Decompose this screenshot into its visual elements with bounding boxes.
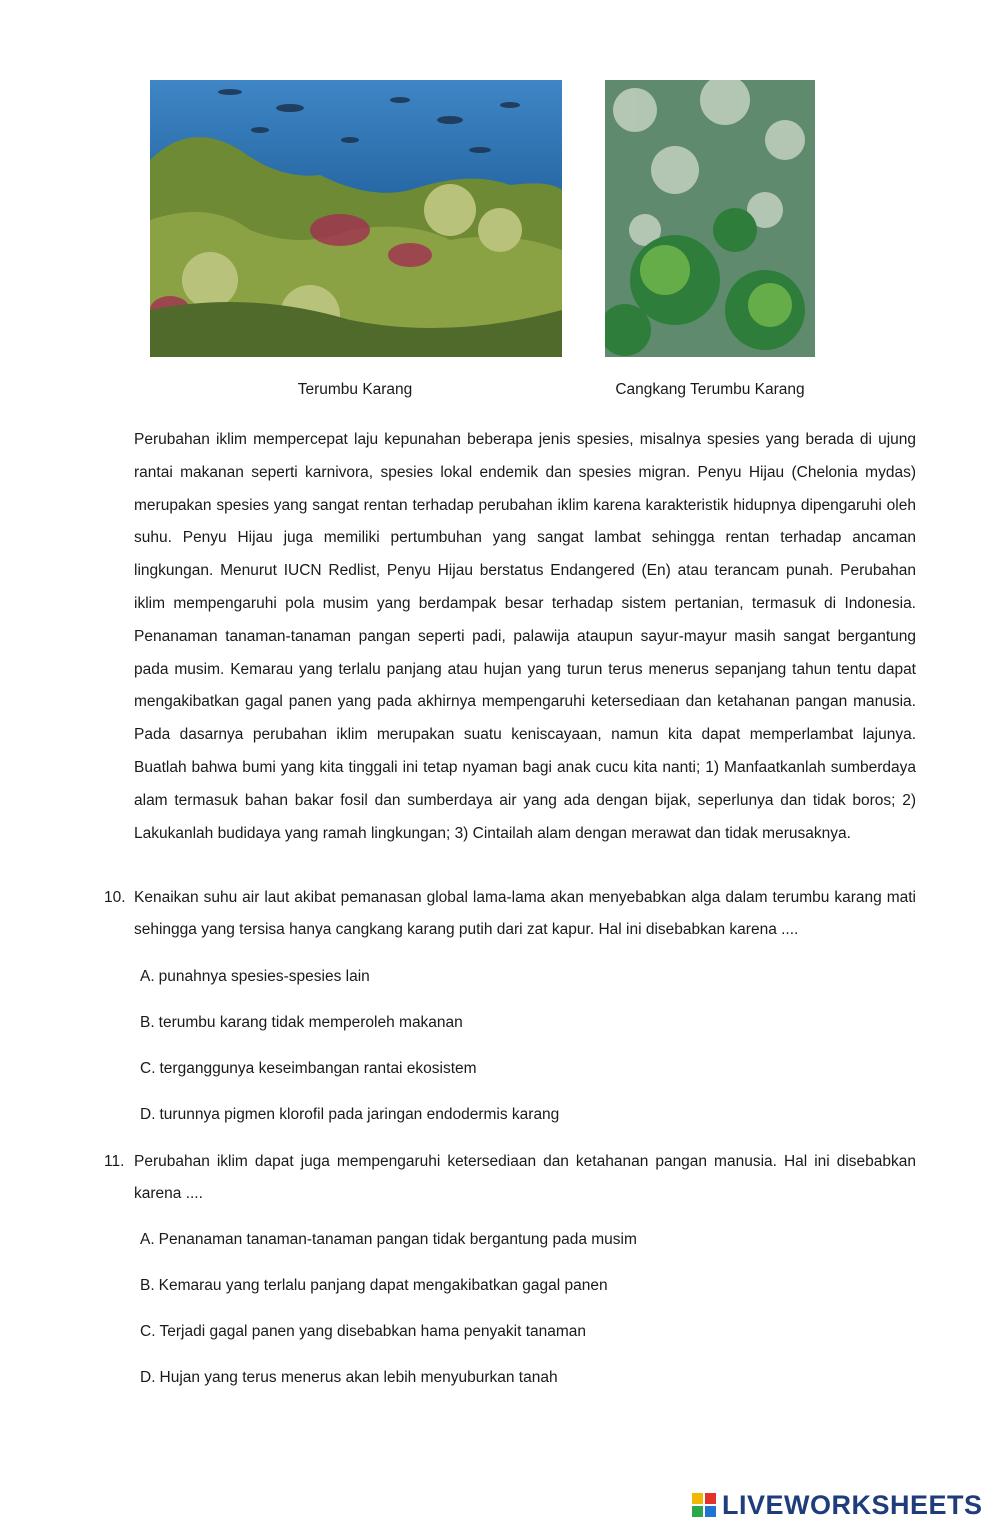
option-letter: C. bbox=[140, 1060, 156, 1077]
question-text: Perubahan iklim dapat juga mempengaruhi ketersediaan dan ketahanan pangan manusia. Hal ini disebabkan karena .... bbox=[134, 1153, 916, 1202]
option-letter: B. bbox=[140, 1014, 155, 1031]
answer-option[interactable] bbox=[140, 1321, 586, 1343]
option-letter: C. bbox=[140, 1323, 156, 1340]
question-number: 11. bbox=[104, 1153, 125, 1170]
option-text: terumbu karang tidak memperoleh makanan bbox=[158, 1014, 463, 1031]
option-letter: D. bbox=[140, 1106, 156, 1123]
coral-shell-photo bbox=[605, 80, 815, 357]
option-letter: A. bbox=[140, 1231, 155, 1248]
option-text: punahnya spesies-spesies lain bbox=[158, 968, 370, 985]
photo-caption: Cangkang Terumbu Karang bbox=[615, 381, 805, 398]
option-text: turunnya pigmen klorofil pada jaringan endodermis karang bbox=[159, 1106, 560, 1123]
answer-option[interactable] bbox=[140, 1012, 463, 1034]
answer-option[interactable] bbox=[140, 1367, 558, 1389]
liveworksheets-logo bbox=[692, 1490, 983, 1520]
option-letter: A. bbox=[140, 968, 155, 985]
question-11 bbox=[104, 1146, 916, 1210]
answer-option[interactable] bbox=[140, 1058, 477, 1080]
option-letter: D. bbox=[140, 1369, 156, 1386]
option-text: Penanaman tanaman-tanaman pangan tidak bergantung pada musim bbox=[158, 1231, 637, 1248]
answer-option[interactable] bbox=[140, 966, 370, 988]
option-text: Hujan yang terus menerus akan lebih menyuburkan tanah bbox=[159, 1369, 558, 1386]
brand-logo-icon bbox=[692, 1493, 716, 1517]
answer-option[interactable] bbox=[140, 1104, 559, 1126]
question-text: Kenaikan suhu air laut akibat pemanasan global lama-lama akan menyebabkan alga dalam terumbu karang mati sehingga yang tersisa hanya cangkang karang putih dari zat kapur. Hal ini disebabkan karena .... bbox=[134, 889, 916, 938]
coral-reef-photo bbox=[150, 80, 562, 357]
brand-text: LIVEWORKSHEETS bbox=[722, 1489, 983, 1520]
option-text: Terjadi gagal panen yang disebabkan hama penyakit tanaman bbox=[159, 1323, 587, 1340]
option-letter: B. bbox=[140, 1277, 155, 1294]
option-text: Kemarau yang terlalu panjang dapat mengakibatkan gagal panen bbox=[158, 1277, 608, 1294]
option-text: terganggunya keseimbangan rantai ekosistem bbox=[159, 1060, 477, 1077]
answer-option[interactable] bbox=[140, 1275, 608, 1297]
reading-passage: Perubahan iklim mempercepat laju kepunahan beberapa jenis spesies, misalnya spesies yang berada di ujung rantai makanan seperti karnivora, spesies lokal endemik dan spesies migran. Penyu Hijau (Chelonia mydas) merupakan spesies yang sangat rentan terhadap perubahan iklim karena karakteristik hidupnya dipengaruhi oleh suhu. Penyu Hijau juga memiliki pertumbuhan yang sangat lambat sehingga rentan terhadap ancaman lingkungan. Menurut IUCN Redlist, Penyu Hijau berstatus Endangered (En) atau terancam punah. Perubahan iklim mempengaruhi pola musim yang berdampak besar terhadap sistem pertanian, termasuk di Indonesia. Penanaman tanaman-tanaman pangan seperti padi, palawija ataupun sayur-mayur masih sangat bergantung pada musim. Kemarau yang terlalu panjang atau hujan yang turun terus menerus sepanjang tahun tentu dapat mengakibatkan gagal panen yang pada akhirnya mempengaruhi ketersediaan dan ketahanan pangan manusia. Pada dasarnya perubahan iklim merupakan suatu keniscayaan, namun kita dapat memperlambat lajunya. Buatlah bahwa bumi yang kita tinggali ini tetap nyaman bagi anak cucu kita nanti; 1) Manfaatkanlah sumberdaya alam termasuk bahan bakar fosil dan sumberdaya air yang ada dengan bijak, seperlunya dan tidak boros; 2) Lakukanlah budidaya yang ramah lingkungan; 3) Cintailah alam dengan merawat dan tidak merusaknya. bbox=[134, 431, 916, 842]
photo-caption: Terumbu Karang bbox=[297, 381, 413, 398]
question-number: 10. bbox=[104, 889, 126, 906]
answer-option[interactable] bbox=[140, 1229, 637, 1251]
question-10 bbox=[104, 882, 916, 946]
